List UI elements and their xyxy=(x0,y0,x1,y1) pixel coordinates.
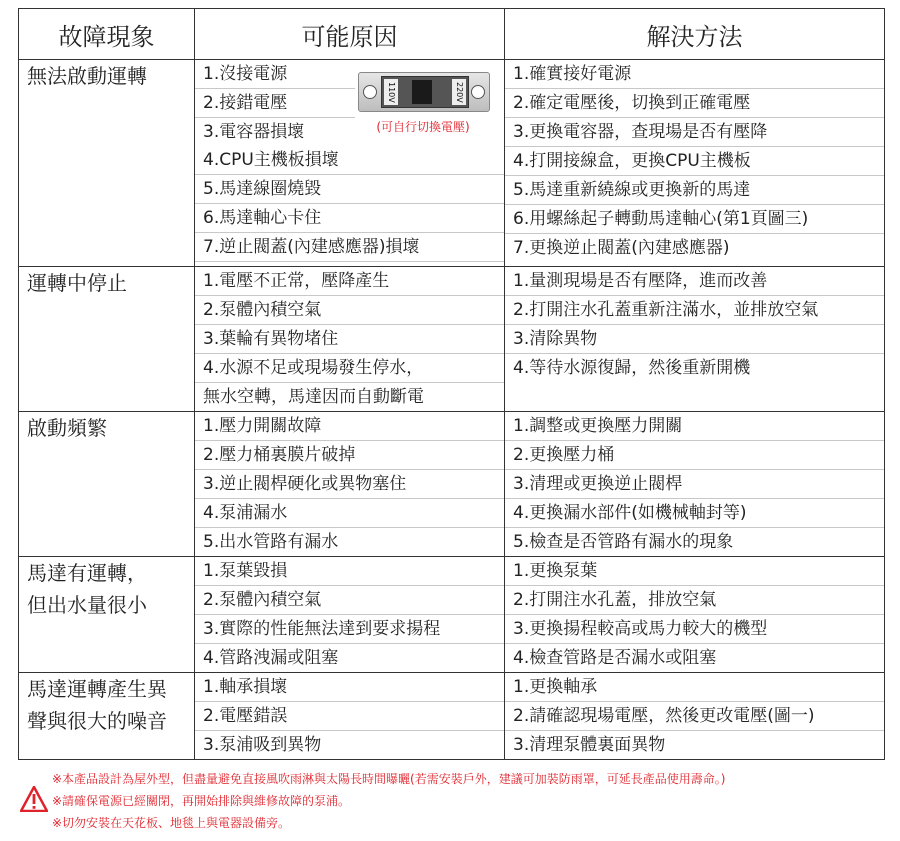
solution-item: 1.更換軸承 xyxy=(505,673,884,702)
note-line: ※切勿安裝在天花板、地毯上與電器設備旁。 xyxy=(52,816,291,830)
symptom-cell xyxy=(19,412,195,557)
screw-hole-icon xyxy=(363,85,377,99)
header-row xyxy=(19,9,885,60)
cause-item: 2.泵體內積空氣 xyxy=(195,586,504,615)
symptom-cell xyxy=(19,60,195,267)
cause-item: 3.泵浦吸到異物 xyxy=(203,735,322,755)
cause-item: 4.CPU主機板損壞 xyxy=(195,146,504,175)
cause-item: 3.電容器損壞 xyxy=(203,122,305,142)
solution-item: 4.等待水源復歸，然後重新開機 xyxy=(513,358,751,378)
solution-item: 2.更換壓力桶 xyxy=(505,441,884,470)
solution-item: 1.量測現場是否有壓降，進而改善 xyxy=(505,267,884,296)
cause-cell xyxy=(195,557,505,673)
note-line: ※請確保電源已經關閉，再開始排除與維修故障的泵浦。 xyxy=(52,794,351,808)
solution-item: 1.確實接好電源 xyxy=(505,60,884,89)
solution-item: 3.清除異物 xyxy=(505,325,884,354)
solution-item: 5.檢查是否管路有漏水的現象 xyxy=(513,532,734,552)
cause-item: 2.壓力桶裏膜片破掉 xyxy=(195,441,504,470)
cause-item: 1.壓力開關故障 xyxy=(195,412,504,441)
solution-cell xyxy=(505,412,885,557)
solution-item: 2.請確認現場電壓，然後更改電壓(圖一) xyxy=(505,702,884,731)
switch-knob xyxy=(412,80,432,104)
cause-item: 1.軸承損壞 xyxy=(195,673,504,702)
cause-item: 2.接錯電壓 xyxy=(195,89,355,118)
solution-item: 6.用螺絲起子轉動馬達軸心(第1頁圖三) xyxy=(505,205,884,234)
symptom-text: 馬達運轉產生異 xyxy=(27,677,167,701)
symptom-cell xyxy=(19,557,195,673)
cause-cell xyxy=(195,267,505,412)
cause-item: 4.水源不足或現場發生停水， xyxy=(195,354,504,383)
symptom-text: 馬達有運轉， xyxy=(27,561,147,585)
solution-cell xyxy=(505,60,885,267)
cause-cell xyxy=(195,673,505,760)
solution-item: 3.更換電容器，查現場是否有壓降 xyxy=(505,118,884,147)
switch-caption: (可自行切換電壓) xyxy=(376,120,470,134)
header-solution: 解決方法 xyxy=(505,9,885,60)
switch-label-110v: 110V xyxy=(384,79,398,105)
cause-item: 1.沒接電源 xyxy=(195,60,355,89)
table-row xyxy=(19,557,885,673)
symptom-text: 啟動頻繁 xyxy=(27,416,107,440)
solution-item: 4.檢查管路是否漏水或阻塞 xyxy=(513,648,717,668)
solution-item: 2.打開注水孔蓋，排放空氣 xyxy=(505,586,884,615)
solution-item: 3.更換揚程較高或馬力較大的機型 xyxy=(505,615,884,644)
switch-label-220v: 220V xyxy=(452,79,466,105)
symptom-text: 運轉中停止 xyxy=(27,271,127,295)
cause-item: 7.逆止閥蓋(內建感應器)損壞 xyxy=(195,233,504,262)
cause-item: 3.逆止閥桿硬化或異物塞住 xyxy=(195,470,504,499)
cause-item: 1.電壓不正常，壓降產生 xyxy=(195,267,504,296)
cause-item: 5.馬達線圈燒毀 xyxy=(195,175,504,204)
symptom-cell xyxy=(19,673,195,760)
cause-item: 2.電壓錯誤 xyxy=(195,702,504,731)
symptom-text: 無法啟動運轉 xyxy=(27,64,147,88)
cause-cell xyxy=(195,60,505,267)
solution-item: 1.調整或更換壓力開關 xyxy=(505,412,884,441)
solution-item: 3.清理泵體裏面異物 xyxy=(513,735,666,755)
solution-item: 2.打開注水孔蓋重新注滿水，並排放空氣 xyxy=(505,296,884,325)
table-row xyxy=(19,673,885,760)
voltage-switch xyxy=(358,72,490,112)
cause-item: 5.出水管路有漏水 xyxy=(203,532,339,552)
symptom-text: 聲與很大的噪音 xyxy=(27,709,167,733)
troubleshooting-table xyxy=(18,8,885,760)
table-row xyxy=(19,267,885,412)
cause-item: 4.管路洩漏或阻塞 xyxy=(203,648,339,668)
solution-item: 4.打開接線盒，更換CPU主機板 xyxy=(505,147,884,176)
solution-item: 1.更換泵葉 xyxy=(505,557,884,586)
warning-icon xyxy=(20,786,48,812)
cause-item: 6.馬達軸心卡住 xyxy=(195,204,504,233)
solution-cell xyxy=(505,557,885,673)
cause-item: 無水空轉，馬達因而自動斷電 xyxy=(203,387,424,407)
symptom-text: 但出水量很小 xyxy=(27,593,147,617)
solution-cell xyxy=(505,673,885,760)
cause-item: 4.泵浦漏水 xyxy=(195,499,504,528)
notes-section xyxy=(20,768,890,834)
cause-item: 3.實際的性能無法達到要求揚程 xyxy=(195,615,504,644)
solution-item: 5.馬達重新繞線或更換新的馬達 xyxy=(505,176,884,205)
cause-item: 1.泵葉毀損 xyxy=(195,557,504,586)
symptom-cell xyxy=(19,267,195,412)
table-row xyxy=(19,60,885,267)
solution-item: 2.確定電壓後，切換到正確電壓 xyxy=(505,89,884,118)
header-cause: 可能原因 xyxy=(195,9,505,60)
solution-item: 7.更換逆止閥蓋(內建感應器) xyxy=(513,238,730,258)
note-line: ※本產品設計為屋外型，但盡量避免直接風吹雨淋與太陽長時間曝曬(若需安裝戶外，建議可加裝防雨罩，可延長產品使用壽命。) xyxy=(52,772,726,786)
solution-item: 4.更換漏水部件(如機械軸封等) xyxy=(505,499,884,528)
header-symptom: 故障現象 xyxy=(19,9,195,60)
cause-cell xyxy=(195,412,505,557)
screw-hole-icon xyxy=(471,85,485,99)
solution-cell xyxy=(505,267,885,412)
cause-item: 2.泵體內積空氣 xyxy=(195,296,504,325)
cause-item: 3.葉輪有異物堵住 xyxy=(195,325,504,354)
solution-item: 3.清理或更換逆止閥桿 xyxy=(505,470,884,499)
switch-body xyxy=(381,76,469,108)
voltage-switch-illustration xyxy=(348,72,498,135)
table-row xyxy=(19,412,885,557)
